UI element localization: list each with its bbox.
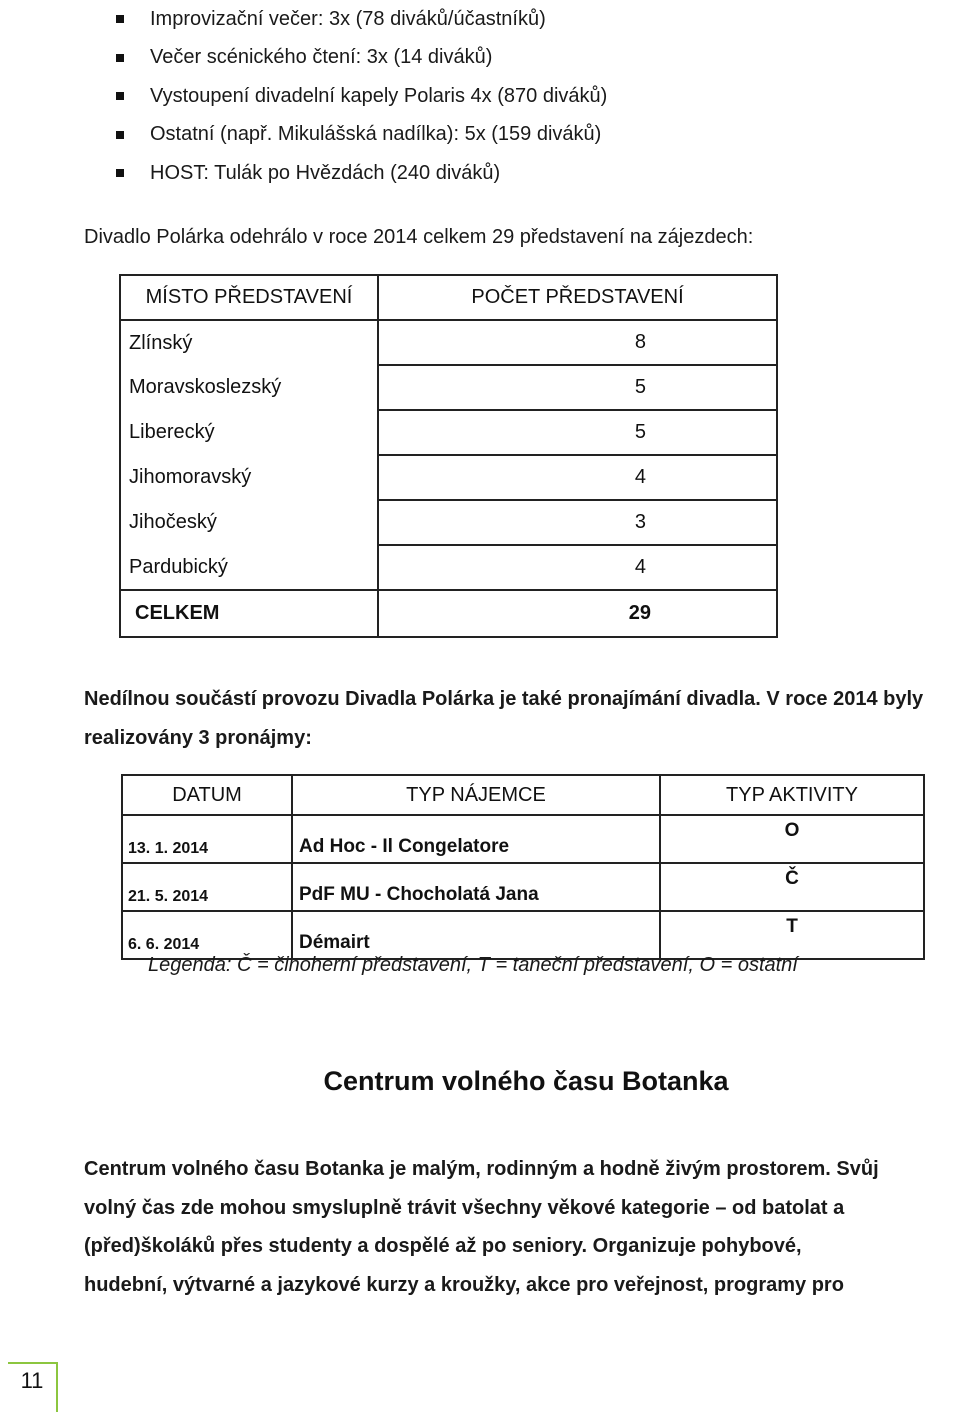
tenant-cell: PdF MU - Chocholatá Jana: [292, 863, 660, 911]
botanka-paragraph: [84, 1150, 960, 1304]
list-item-text: Improvizační večer: 3x (78 diváků/účastníků): [150, 7, 546, 30]
table-row: [122, 815, 924, 863]
date-cell: 6. 6. 2014: [122, 911, 292, 959]
activity-cell: Č: [660, 863, 924, 911]
list-item: [116, 39, 607, 78]
list-item-text: Ostatní (např. Mikulášská nadílka): 5x (159 diváků): [150, 123, 602, 146]
table-row: [120, 365, 777, 410]
list-item-text: Večer scénického čtení: 3x (14 diváků): [150, 46, 493, 69]
list-item: [116, 154, 607, 193]
table-header-row: [120, 275, 777, 320]
count-cell: 4: [378, 455, 777, 500]
region-cell: Liberecký: [120, 410, 378, 455]
column-header-count: POČET PŘEDSTAVENÍ: [378, 275, 777, 320]
paragraph-line: volný čas zde mohou smysluplně trávit všechny věkové kategorie – od batolat a: [84, 1196, 845, 1219]
table-total-row: [120, 590, 777, 637]
list-item: [116, 77, 607, 116]
table-row: [120, 320, 777, 365]
rental-paragraph: Nedílnou součástí provozu Divadla Polárka je také pronajímání divadla. V roce 2014 byly realizovány 3 pronájmy:: [84, 688, 924, 749]
count-cell: 8: [378, 320, 777, 365]
date-cell: 13. 1. 2014: [122, 815, 292, 863]
count-cell: 5: [378, 410, 777, 455]
page-number-divider: [56, 1362, 58, 1412]
tour-intro-paragraph: Divadlo Polárka odehrálo v roce 2014 celkem 29 představení na zájezdech:: [84, 226, 754, 248]
page-number: 11: [20, 1368, 44, 1393]
column-header-activity-type: TYP AKTIVITY: [660, 775, 924, 815]
paragraph-line: (před)školáků přes studenty a dospělé až po seniory. Organizuje pohybové,: [84, 1235, 802, 1257]
column-header-place: MÍSTO PŘEDSTAVENÍ: [120, 275, 378, 320]
column-header-date: DATUM: [122, 775, 292, 815]
count-cell: 3: [378, 500, 777, 545]
list-item: [116, 116, 607, 155]
square-bullet-icon: [116, 15, 124, 23]
region-cell: Moravskoslezský: [120, 365, 378, 410]
tenant-cell: Ad Hoc - Il Congelatore: [292, 815, 660, 863]
square-bullet-icon: [116, 169, 124, 177]
paragraph-line: hudební, výtvarné a jazykové kurzy a kroužky, akce pro veřejnost, programy pro: [84, 1273, 844, 1296]
list-item-text: HOST: Tulák po Hvězdách (240 diváků): [150, 161, 501, 184]
table-row: [120, 500, 777, 545]
square-bullet-icon: [116, 54, 124, 62]
square-bullet-icon: [116, 131, 124, 139]
region-cell: Jihomoravský: [120, 455, 378, 500]
tenant-cell: Démairt: [292, 911, 660, 959]
total-label-cell: CELKEM: [120, 590, 378, 637]
paragraph-line: Centrum volného času Botanka je malým, rodinným a hodně živým prostorem. Svůj: [84, 1158, 879, 1180]
total-count-cell: 29: [378, 590, 777, 637]
table-row: [122, 911, 924, 959]
table-row: [120, 545, 777, 590]
table-row: [122, 863, 924, 911]
table-header-row: [122, 775, 924, 815]
column-header-tenant-type: TYP NÁJEMCE: [292, 775, 660, 815]
rentals-legend: Legenda: Č = činoherní představení, T = taneční představení, O = ostatní: [148, 954, 798, 976]
region-cell: Jihočeský: [120, 500, 378, 545]
table-row: [120, 410, 777, 455]
list-item: [116, 0, 607, 39]
date-cell: 21. 5. 2014: [122, 863, 292, 911]
section-heading: Centrum volného času Botanka: [323, 1066, 729, 1096]
region-cell: Zlínský: [120, 320, 378, 365]
count-cell: 4: [378, 545, 777, 590]
count-cell: 5: [378, 365, 777, 410]
region-cell: Pardubický: [120, 545, 378, 590]
activity-cell: O: [660, 815, 924, 863]
activity-cell: T: [660, 911, 924, 959]
square-bullet-icon: [116, 92, 124, 100]
tour-performances-table: [119, 274, 778, 638]
list-item-text: Vystoupení divadelní kapely Polaris 4x (870 diváků): [150, 84, 608, 107]
table-row: [120, 455, 777, 500]
activity-list: [116, 0, 607, 193]
rentals-table: [121, 774, 925, 960]
page-number-rule: [8, 1362, 58, 1364]
